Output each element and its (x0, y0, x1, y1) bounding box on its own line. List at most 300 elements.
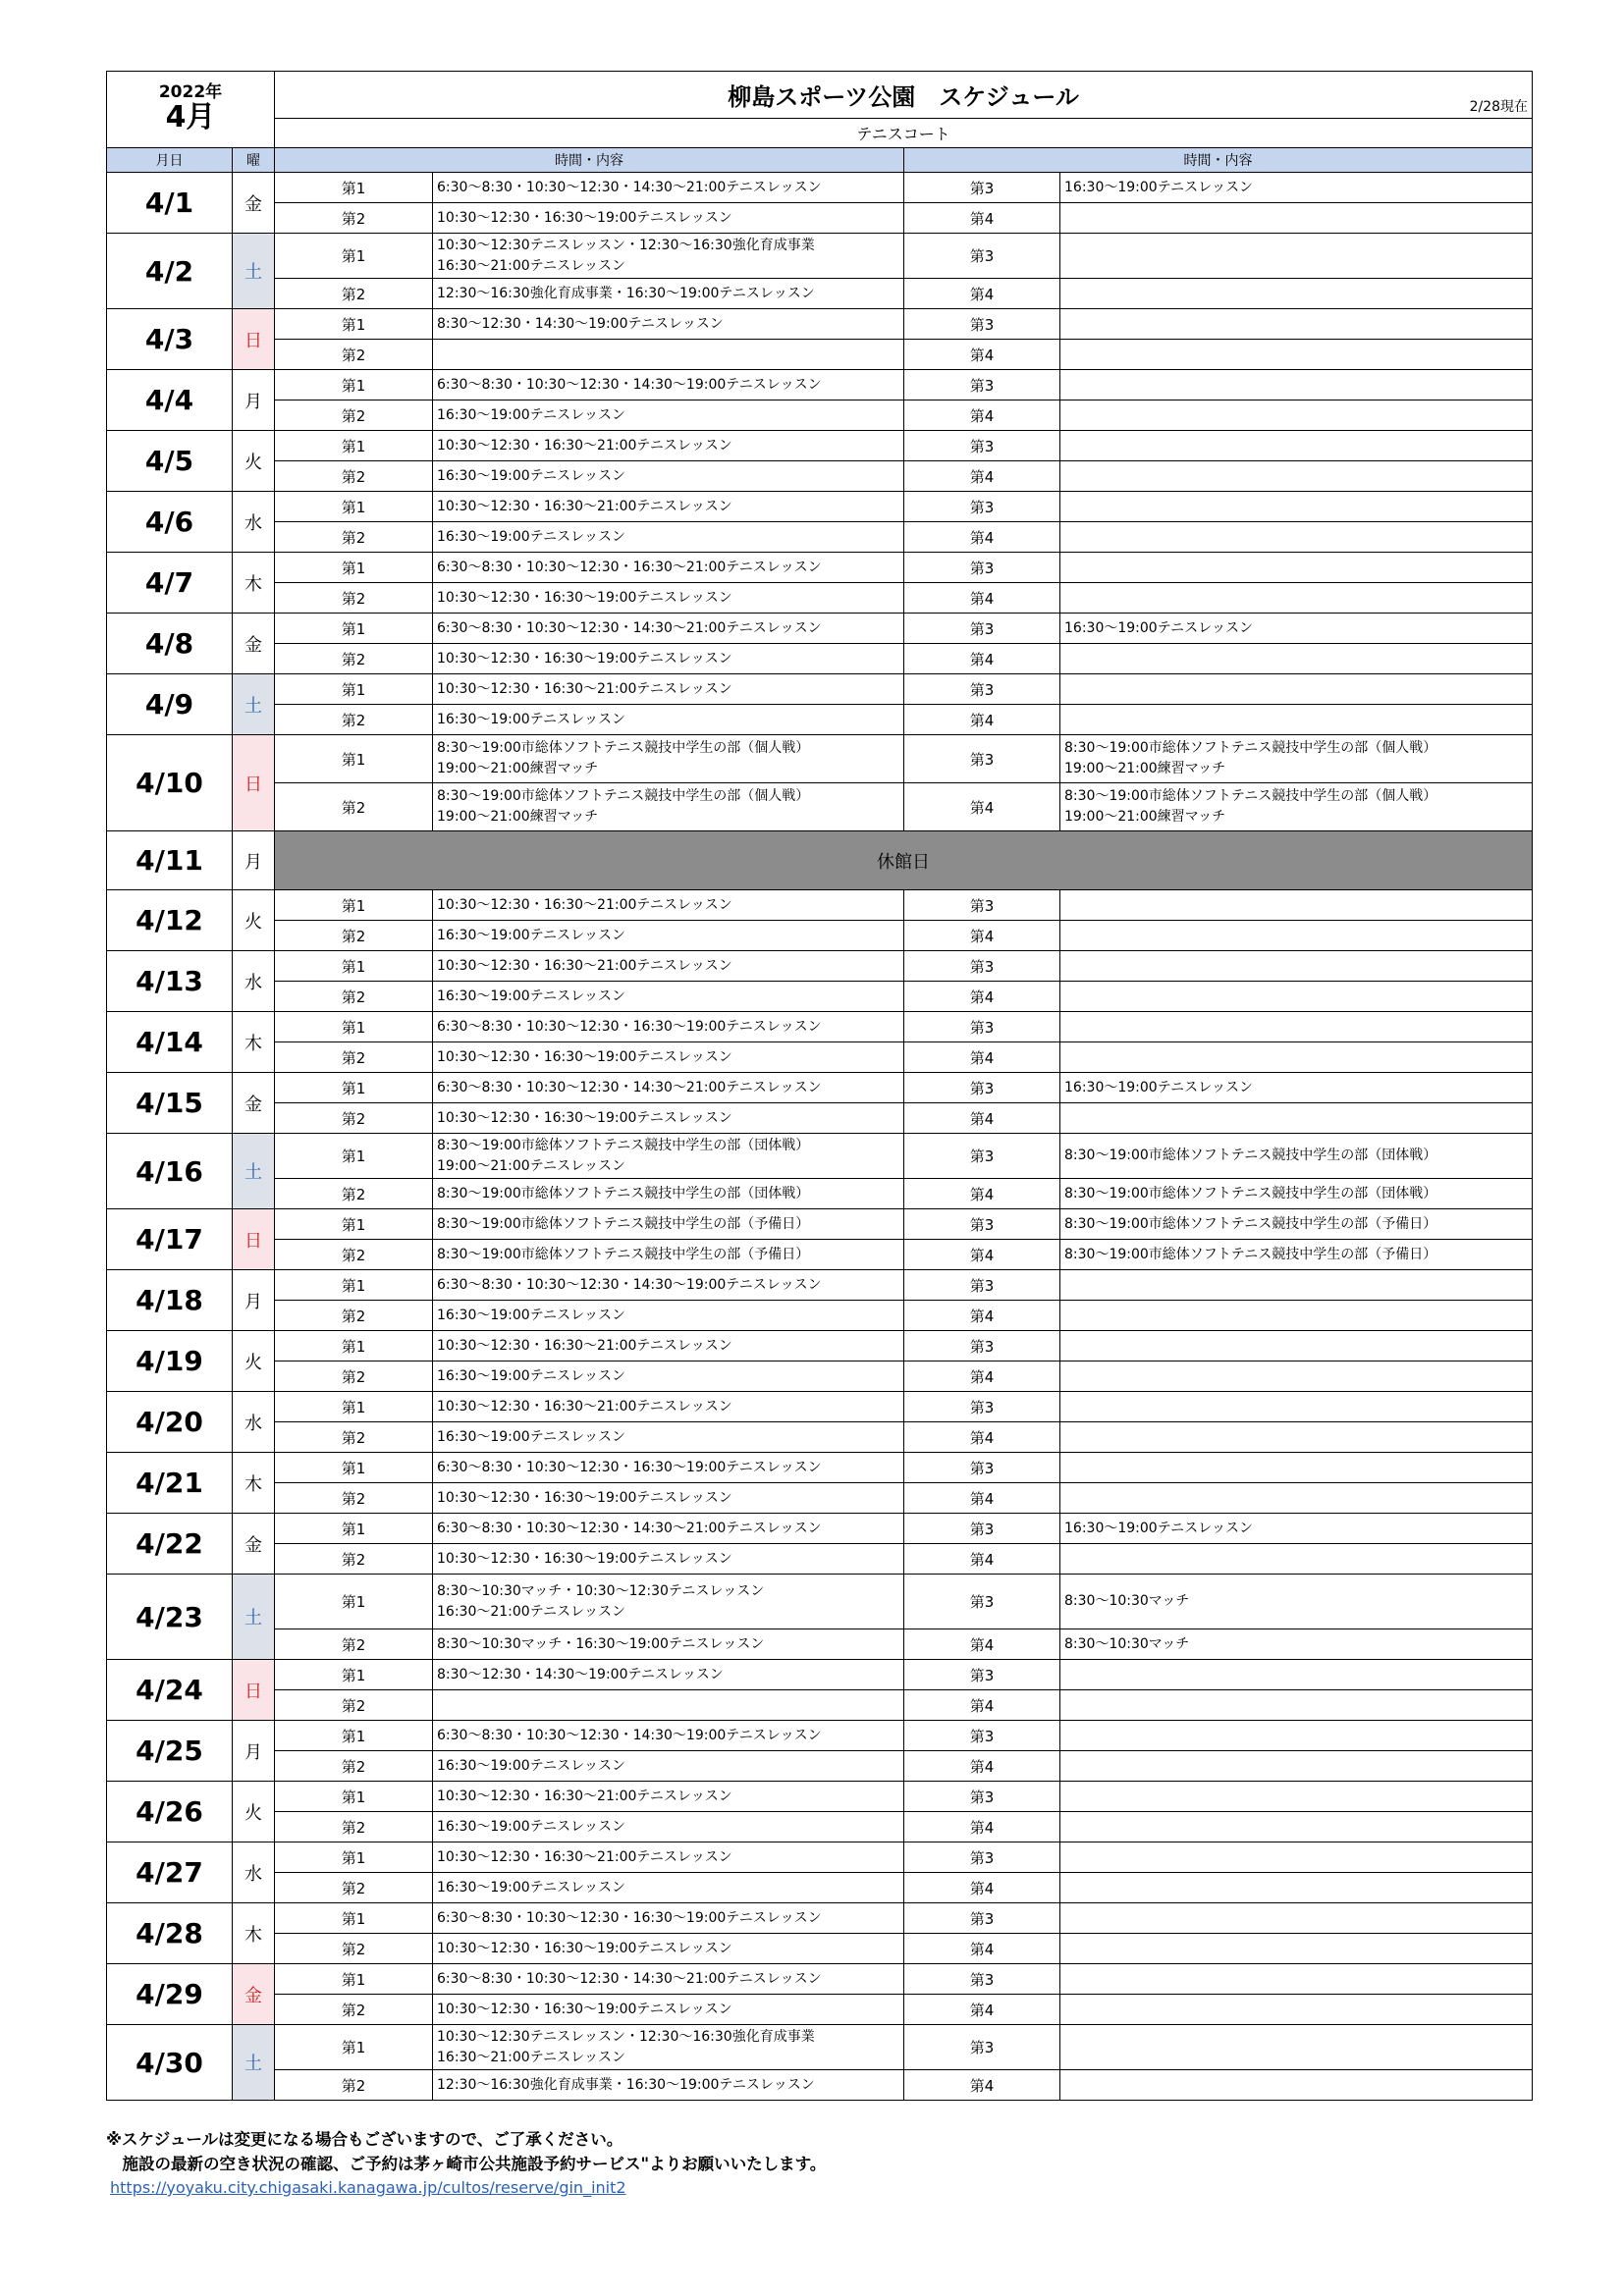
court-label: 第1 (275, 1134, 433, 1179)
weekday-cell: 金 (233, 1073, 275, 1134)
court-label: 第2 (275, 2070, 433, 2101)
court-schedule (1060, 370, 1533, 400)
court-label: 第1 (275, 1453, 433, 1483)
reservation-text: 施設の最新の空き状況の確認、ご予約は茅ヶ崎市公共施設予約サービス"よりお願いいたします。 (106, 2155, 827, 2173)
court-label: 第4 (904, 1301, 1060, 1331)
day-row (107, 1209, 1533, 1240)
court-schedule: 12:30～16:30強化育成事業・16:30～19:00テニスレッスン (433, 279, 904, 309)
day-row (107, 1782, 1533, 1812)
weekday-cell: 日 (233, 1660, 275, 1721)
court-schedule: 10:30～12:30・16:30～19:00テニスレッスン (433, 203, 904, 234)
day-row (107, 890, 1533, 921)
col-header-content-left: 時間・内容 (275, 148, 904, 173)
day-row (107, 1392, 1533, 1422)
court-label: 第3 (904, 1782, 1060, 1812)
weekday-cell: 金 (233, 614, 275, 674)
court-schedule (1060, 674, 1533, 705)
col-header-content-right: 時間・内容 (904, 148, 1533, 173)
court-label: 第3 (904, 1964, 1060, 1995)
day-row-second (107, 644, 1533, 674)
court-schedule: 8:30～19:00市総体ソフトテニス競技中学生の部（個人戦） 19:00～21:00練習マッチ (433, 735, 904, 783)
court-schedule: 6:30～8:30・10:30～12:30・16:30～19:00テニスレッスン (433, 1453, 904, 1483)
court-schedule: 6:30～8:30・10:30～12:30・16:30～19:00テニスレッスン (433, 1903, 904, 1934)
court-label: 第4 (904, 1995, 1060, 2025)
court-schedule: 8:30～19:00市総体ソフトテニス競技中学生の部（団体戦） 19:00～21:00テニスレッスン (433, 1134, 904, 1179)
court-label: 第2 (275, 522, 433, 553)
court-schedule: 6:30～8:30・10:30～12:30・14:30～19:00テニスレッスン (433, 1721, 904, 1751)
court-schedule: 6:30～8:30・10:30～12:30・14:30～19:00テニスレッスン (433, 370, 904, 400)
court-schedule: 8:30～19:00市総体ソフトテニス競技中学生の部（団体戦） (1060, 1134, 1533, 1179)
court-label: 第4 (904, 279, 1060, 309)
date-cell: 4/5 (107, 431, 233, 492)
date-cell: 4/30 (107, 2025, 233, 2101)
date-cell: 4/26 (107, 1782, 233, 1842)
weekday-cell: 土 (233, 1575, 275, 1660)
court-label: 第2 (275, 644, 433, 674)
day-row-second (107, 1995, 1533, 2025)
court-label: 第2 (275, 1934, 433, 1964)
court-label: 第4 (904, 1934, 1060, 1964)
day-row-second (107, 279, 1533, 309)
court-schedule: 8:30～19:00市総体ソフトテニス競技中学生の部（予備日） (1060, 1209, 1533, 1240)
weekday-cell: 日 (233, 309, 275, 370)
court-label: 第4 (904, 400, 1060, 431)
court-label: 第1 (275, 951, 433, 982)
court-label: 第2 (275, 279, 433, 309)
date-cell: 4/4 (107, 370, 233, 431)
court-schedule (1060, 461, 1533, 492)
court-schedule (1060, 1721, 1533, 1751)
day-row (107, 1073, 1533, 1103)
weekday-cell: 木 (233, 1453, 275, 1514)
court-schedule: 6:30～8:30・10:30～12:30・16:30～19:00テニスレッスン (433, 1012, 904, 1042)
court-schedule (433, 340, 904, 370)
court-schedule (1060, 1873, 1533, 1903)
date-cell: 4/10 (107, 735, 233, 831)
date-cell: 4/7 (107, 553, 233, 614)
court-schedule: 16:30～19:00テニスレッスン (433, 400, 904, 431)
court-label: 第1 (275, 173, 433, 203)
day-row-second (107, 522, 1533, 553)
court-label: 第4 (904, 644, 1060, 674)
court-label: 第3 (904, 1392, 1060, 1422)
court-schedule: 8:30～10:30マッチ (1060, 1629, 1533, 1660)
court-schedule: 10:30～12:30・16:30～19:00テニスレッスン (433, 1995, 904, 2025)
court-schedule (1060, 400, 1533, 431)
day-row (107, 431, 1533, 461)
court-label: 第3 (904, 1073, 1060, 1103)
day-row-second (107, 1751, 1533, 1782)
court-label: 第1 (275, 1782, 433, 1812)
day-row-second (107, 1042, 1533, 1073)
court-schedule (1060, 1103, 1533, 1134)
court-label: 第3 (904, 1514, 1060, 1544)
court-label: 第3 (904, 951, 1060, 982)
court-schedule (1060, 1995, 1533, 2025)
court-label: 第2 (275, 982, 433, 1012)
year-month-cell (107, 72, 275, 148)
date-cell: 4/20 (107, 1392, 233, 1453)
court-schedule: 10:30～12:30テニスレッスン・12:30～16:30強化育成事業 16:30～21:00テニスレッスン (433, 234, 904, 279)
court-schedule: 6:30～8:30・10:30～12:30・14:30～21:00テニスレッスン (433, 1964, 904, 1995)
court-schedule: 6:30～8:30・10:30～12:30・14:30～21:00テニスレッスン (433, 1073, 904, 1103)
court-schedule: 8:30～10:30マッチ・10:30～12:30テニスレッスン 16:30～21:00テニスレッスン (433, 1575, 904, 1629)
court-schedule (1060, 1392, 1533, 1422)
weekday-cell: 月 (233, 831, 275, 890)
court-label: 第3 (904, 234, 1060, 279)
court-schedule: 8:30～19:00市総体ソフトテニス競技中学生の部（予備日） (433, 1240, 904, 1270)
court-label: 第3 (904, 492, 1060, 522)
day-row (107, 951, 1533, 982)
date-cell: 4/21 (107, 1453, 233, 1514)
court-label: 第3 (904, 890, 1060, 921)
court-label: 第4 (904, 783, 1060, 831)
date-cell: 4/22 (107, 1514, 233, 1575)
day-row-second (107, 1240, 1533, 1270)
day-row (107, 173, 1533, 203)
court-label: 第1 (275, 309, 433, 340)
date-cell: 4/2 (107, 234, 233, 309)
day-row (107, 1453, 1533, 1483)
court-label: 第4 (904, 705, 1060, 735)
column-header-row (107, 148, 1533, 173)
court-label: 第1 (275, 431, 433, 461)
court-schedule: 10:30～12:30・16:30～21:00テニスレッスン (433, 951, 904, 982)
court-schedule: 8:30～12:30・14:30～19:00テニスレッスン (433, 1660, 904, 1690)
court-schedule (1060, 1042, 1533, 1073)
court-label: 第2 (275, 583, 433, 614)
court-label: 第2 (275, 1103, 433, 1134)
court-schedule: 10:30～12:30・16:30～21:00テニスレッスン (433, 1392, 904, 1422)
court-label: 第2 (275, 1240, 433, 1270)
weekday-cell: 土 (233, 674, 275, 735)
court-label: 第1 (275, 1012, 433, 1042)
court-label: 第3 (904, 173, 1060, 203)
court-label: 第1 (275, 1842, 433, 1873)
court-schedule (1060, 951, 1533, 982)
court-schedule (1060, 1660, 1533, 1690)
date-cell: 4/13 (107, 951, 233, 1012)
court-schedule: 16:30～19:00テニスレッスン (1060, 1073, 1533, 1103)
weekday-cell: 土 (233, 1134, 275, 1209)
day-row-second (107, 783, 1533, 831)
notes-section (106, 2127, 826, 2176)
court-label: 第3 (904, 1903, 1060, 1934)
weekday-cell: 金 (233, 173, 275, 234)
court-label: 第1 (275, 1209, 433, 1240)
court-label: 第1 (275, 1575, 433, 1629)
day-row-second (107, 400, 1533, 431)
notice-text: ※スケジュールは変更になる場合もございますので、ご了承ください。 (106, 2130, 623, 2149)
court-label: 第3 (904, 553, 1060, 583)
weekday-cell: 土 (233, 2025, 275, 2101)
court-label: 第4 (904, 1544, 1060, 1575)
date-cell: 4/6 (107, 492, 233, 553)
court-label: 第2 (275, 400, 433, 431)
court-schedule: 10:30～12:30・16:30～21:00テニスレッスン (433, 674, 904, 705)
court-schedule: 8:30～19:00市総体ソフトテニス競技中学生の部（予備日） (1060, 1240, 1533, 1270)
court-label: 第1 (275, 1964, 433, 1995)
date-cell: 4/18 (107, 1270, 233, 1331)
court-label: 第3 (904, 1134, 1060, 1179)
court-label: 第2 (275, 340, 433, 370)
court-schedule (1060, 583, 1533, 614)
court-schedule (1060, 2070, 1533, 2101)
court-schedule: 10:30～12:30・16:30～21:00テニスレッスン (433, 1842, 904, 1873)
day-row-second (107, 1103, 1533, 1134)
court-schedule: 16:30～19:00テニスレッスン (433, 522, 904, 553)
weekday-cell: 金 (233, 1964, 275, 2025)
court-schedule: 10:30～12:30・16:30～21:00テニスレッスン (433, 1331, 904, 1362)
weekday-cell: 月 (233, 1270, 275, 1331)
court-schedule (1060, 431, 1533, 461)
court-schedule: 8:30～19:00市総体ソフトテニス競技中学生の部（団体戦） (1060, 1179, 1533, 1209)
weekday-cell: 月 (233, 370, 275, 431)
day-row (107, 234, 1533, 279)
court-schedule (1060, 1812, 1533, 1842)
court-label: 第2 (275, 921, 433, 951)
court-label: 第1 (275, 1331, 433, 1362)
court-schedule: 10:30～12:30・16:30～19:00テニスレッスン (433, 1042, 904, 1073)
weekday-cell: 日 (233, 735, 275, 831)
court-schedule: 8:30～10:30マッチ・16:30～19:00テニスレッスン (433, 1629, 904, 1660)
court-label: 第2 (275, 203, 433, 234)
day-row-second (107, 1812, 1533, 1842)
day-row (107, 735, 1533, 783)
court-schedule (1060, 705, 1533, 735)
court-schedule: 6:30～8:30・10:30～12:30・14:30～21:00テニスレッスン (433, 173, 904, 203)
day-row-second (107, 340, 1533, 370)
court-label: 第1 (275, 1721, 433, 1751)
day-row-second (107, 1362, 1533, 1392)
court-label: 第4 (904, 982, 1060, 1012)
court-label: 第1 (275, 553, 433, 583)
day-row (107, 1842, 1533, 1873)
court-schedule (1060, 1964, 1533, 1995)
court-schedule (1060, 1362, 1533, 1392)
court-schedule (1060, 644, 1533, 674)
day-row (107, 1903, 1533, 1934)
closed-notice: 休館日 (275, 831, 1533, 890)
court-label: 第2 (275, 1544, 433, 1575)
court-schedule: 16:30～19:00テニスレッスン (433, 705, 904, 735)
court-label: 第4 (904, 1873, 1060, 1903)
court-label: 第3 (904, 1575, 1060, 1629)
court-schedule: 16:30～19:00テニスレッスン (433, 1362, 904, 1392)
court-schedule: 8:30～19:00市総体ソフトテニス競技中学生の部（個人戦） 19:00～21:00練習マッチ (433, 783, 904, 831)
court-schedule (1060, 982, 1533, 1012)
court-label: 第3 (904, 1331, 1060, 1362)
as-of-date: 2/28現在 (1469, 99, 1529, 115)
date-cell: 4/15 (107, 1073, 233, 1134)
court-label: 第1 (275, 1660, 433, 1690)
court-schedule: 8:30～10:30マッチ (1060, 1575, 1533, 1629)
court-schedule: 6:30～8:30・10:30～12:30・14:30～19:00テニスレッスン (433, 1270, 904, 1301)
court-label: 第3 (904, 1012, 1060, 1042)
court-schedule (1060, 553, 1533, 583)
court-schedule: 6:30～8:30・10:30～12:30・16:30～21:00テニスレッスン (433, 553, 904, 583)
court-label: 第2 (275, 1873, 433, 1903)
weekday-cell: 土 (233, 234, 275, 309)
date-cell: 4/9 (107, 674, 233, 735)
court-label: 第3 (904, 309, 1060, 340)
day-row-second (107, 1544, 1533, 1575)
court-schedule: 6:30～8:30・10:30～12:30・14:30～21:00テニスレッスン (433, 1514, 904, 1544)
court-schedule (1060, 309, 1533, 340)
court-label: 第3 (904, 1453, 1060, 1483)
title-row (107, 72, 1533, 119)
court-label: 第2 (275, 1995, 433, 2025)
court-schedule: 10:30～12:30・16:30～21:00テニスレッスン (433, 431, 904, 461)
day-row (107, 1575, 1533, 1629)
weekday-cell: 金 (233, 1514, 275, 1575)
date-cell: 4/12 (107, 890, 233, 951)
court-schedule (1060, 1422, 1533, 1453)
page-title: 柳島スポーツ公園 スケジュール (728, 83, 1079, 111)
day-row-second (107, 1873, 1533, 1903)
court-label: 第3 (904, 1721, 1060, 1751)
date-cell: 4/29 (107, 1964, 233, 2025)
court-schedule (1060, 921, 1533, 951)
date-cell: 4/25 (107, 1721, 233, 1782)
date-cell: 4/23 (107, 1575, 233, 1660)
court-label: 第3 (904, 674, 1060, 705)
col-header-date: 月日 (107, 148, 233, 173)
weekday-cell: 火 (233, 431, 275, 492)
date-cell: 4/27 (107, 1842, 233, 1903)
court-schedule: 16:30～19:00テニスレッスン (433, 1812, 904, 1842)
court-schedule: 16:30～19:00テニスレッスン (433, 1751, 904, 1782)
court-schedule (1060, 1842, 1533, 1873)
date-cell: 4/19 (107, 1331, 233, 1392)
court-schedule (1060, 492, 1533, 522)
day-row-second (107, 461, 1533, 492)
day-row-second (107, 583, 1533, 614)
court-label: 第4 (904, 2070, 1060, 2101)
day-row (107, 492, 1533, 522)
court-label: 第2 (275, 461, 433, 492)
day-row (107, 1660, 1533, 1690)
court-schedule: 10:30～12:30・16:30～19:00テニスレッスン (433, 644, 904, 674)
court-label: 第4 (904, 461, 1060, 492)
court-schedule: 10:30～12:30・16:30～21:00テニスレッスン (433, 492, 904, 522)
court-schedule: 16:30～19:00テニスレッスン (433, 982, 904, 1012)
date-cell: 4/1 (107, 173, 233, 234)
date-cell: 4/14 (107, 1012, 233, 1073)
day-row-second (107, 1629, 1533, 1660)
weekday-cell: 火 (233, 890, 275, 951)
court-schedule (1060, 1690, 1533, 1721)
weekday-cell: 水 (233, 951, 275, 1012)
court-schedule: 16:30～19:00テニスレッスン (433, 1422, 904, 1453)
weekday-cell: 水 (233, 1392, 275, 1453)
court-schedule (1060, 234, 1533, 279)
court-schedule (1060, 1483, 1533, 1514)
court-schedule (1060, 1301, 1533, 1331)
day-row-second (107, 1483, 1533, 1514)
court-label: 第4 (904, 583, 1060, 614)
day-row-second (107, 1179, 1533, 1209)
court-label: 第4 (904, 203, 1060, 234)
court-schedule: 10:30～12:30・16:30～19:00テニスレッスン (433, 1103, 904, 1134)
court-label: 第3 (904, 431, 1060, 461)
court-label: 第2 (275, 1483, 433, 1514)
court-label: 第4 (904, 1690, 1060, 1721)
weekday-cell: 日 (233, 1209, 275, 1270)
court-label: 第1 (275, 1270, 433, 1301)
date-cell: 4/28 (107, 1903, 233, 1964)
court-schedule: 6:30～8:30・10:30～12:30・14:30～21:00テニスレッスン (433, 614, 904, 644)
court-label: 第3 (904, 2025, 1060, 2070)
court-label: 第2 (275, 1751, 433, 1782)
court-schedule: 10:30～12:30テニスレッスン・12:30～16:30強化育成事業 16:30～21:00テニスレッスン (433, 2025, 904, 2070)
court-schedule: 16:30～19:00テニスレッスン (433, 461, 904, 492)
court-schedule (1060, 1782, 1533, 1812)
day-row-second (107, 1422, 1533, 1453)
court-schedule: 12:30～16:30強化育成事業・16:30～19:00テニスレッスン (433, 2070, 904, 2101)
col-header-weekday: 曜 (233, 148, 275, 173)
day-row-second (107, 1934, 1533, 1964)
day-row-second (107, 921, 1533, 951)
court-label: 第3 (904, 735, 1060, 783)
court-schedule: 8:30～19:00市総体ソフトテニス競技中学生の部（予備日） (433, 1209, 904, 1240)
court-label: 第2 (275, 1179, 433, 1209)
court-schedule (1060, 1012, 1533, 1042)
day-row (107, 1514, 1533, 1544)
court-label: 第3 (904, 1209, 1060, 1240)
court-schedule: 10:30～12:30・16:30～19:00テニスレッスン (433, 1934, 904, 1964)
court-label: 第3 (904, 1842, 1060, 1873)
court-label: 第3 (904, 1660, 1060, 1690)
date-cell: 4/8 (107, 614, 233, 674)
court-label: 第4 (904, 921, 1060, 951)
court-label: 第4 (904, 340, 1060, 370)
court-label: 第1 (275, 370, 433, 400)
month-label: 4月 (165, 100, 216, 134)
reservation-link[interactable]: https://yoyaku.city.chigasaki.kanagawa.jp/cultos/reserve/gin_init2 (110, 2178, 626, 2197)
court-schedule (1060, 2025, 1533, 2070)
court-label: 第1 (275, 1073, 433, 1103)
weekday-cell: 火 (233, 1782, 275, 1842)
court-label: 第4 (904, 1103, 1060, 1134)
court-label: 第1 (275, 614, 433, 644)
court-schedule: 16:30～19:00テニスレッスン (433, 921, 904, 951)
day-row (107, 309, 1533, 340)
day-row-second (107, 1690, 1533, 1721)
day-row (107, 1012, 1533, 1042)
day-row (107, 1964, 1533, 1995)
court-label: 第1 (275, 1392, 433, 1422)
court-schedule: 8:30～19:00市総体ソフトテニス競技中学生の部（個人戦） 19:00～21:00練習マッチ (1060, 735, 1533, 783)
day-row (107, 1134, 1533, 1179)
court-label: 第2 (275, 1812, 433, 1842)
court-label: 第2 (275, 1301, 433, 1331)
court-schedule (1060, 1331, 1533, 1362)
court-schedule (1060, 1934, 1533, 1964)
schedule-body (107, 72, 1533, 2101)
facility-name: テニスコート (275, 119, 1533, 148)
court-label: 第2 (275, 705, 433, 735)
day-row (107, 614, 1533, 644)
court-label: 第2 (275, 1042, 433, 1073)
page-title-cell (275, 72, 1533, 119)
court-schedule (1060, 279, 1533, 309)
date-cell: 4/17 (107, 1209, 233, 1270)
court-label: 第1 (275, 492, 433, 522)
court-label: 第3 (904, 370, 1060, 400)
year-label: 2022年 (158, 82, 223, 102)
court-schedule (1060, 203, 1533, 234)
